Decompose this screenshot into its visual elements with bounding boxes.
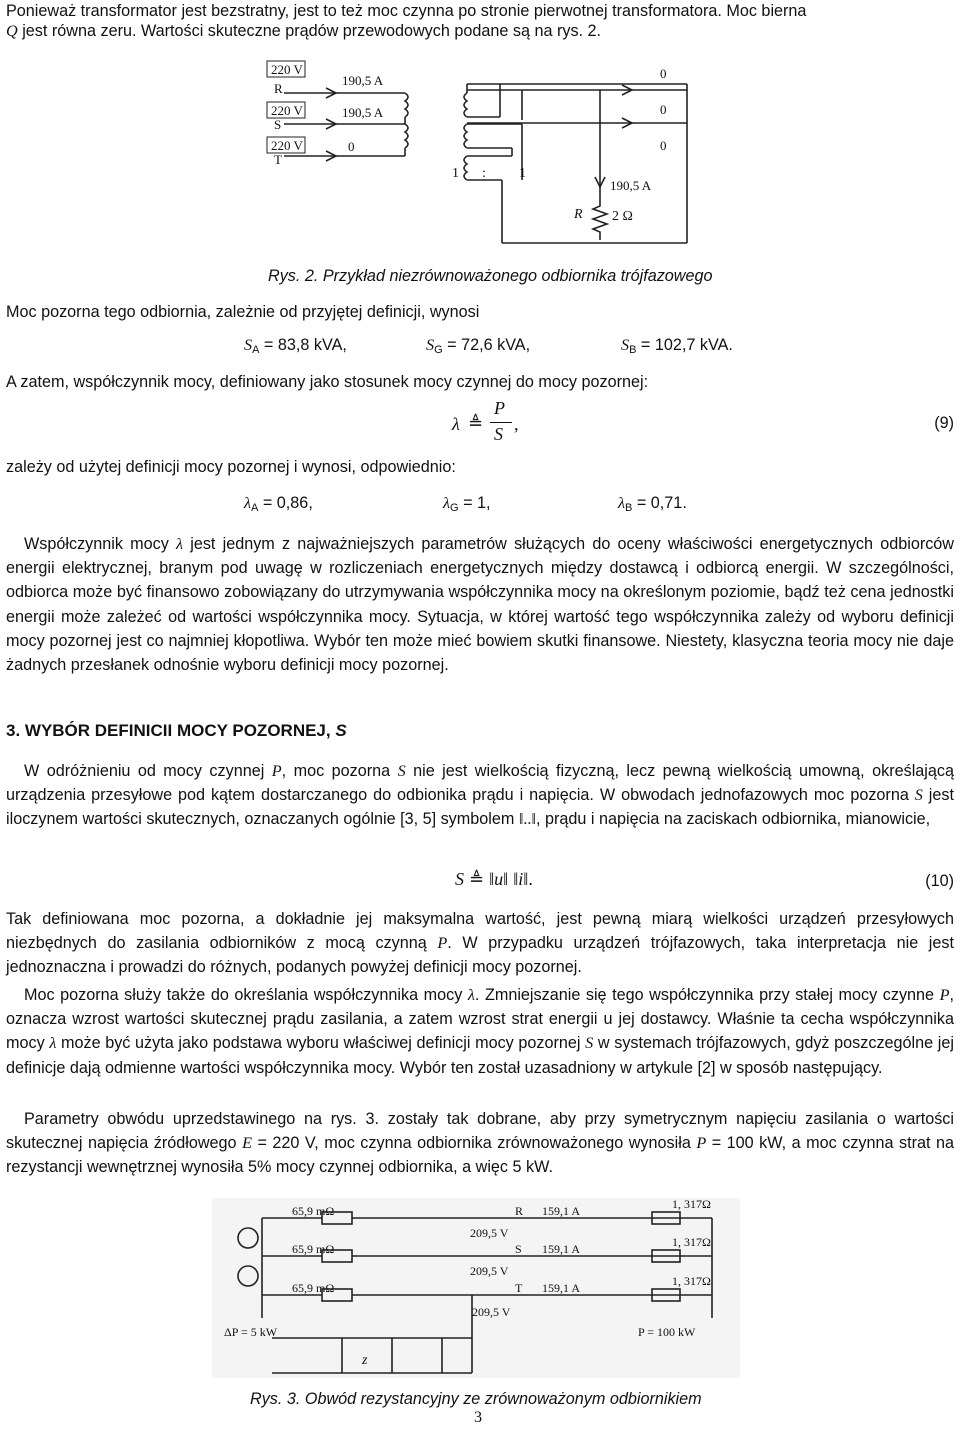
equation-10 xyxy=(455,869,533,890)
eq10-dot: . xyxy=(528,869,533,889)
fig3-lbl-s: S xyxy=(515,1242,522,1256)
p2-p: P xyxy=(271,762,282,780)
fig2-i-r: 190,5 A xyxy=(342,73,384,88)
sg-symbol: S xyxy=(426,336,435,354)
fig3-rsrc-3: 65,9 mΩ xyxy=(292,1281,335,1295)
p1-a: Współczynnik mocy xyxy=(24,535,177,553)
heading3-text: 3. WYBÓR DEFINICII MOCY POZORNEJ, xyxy=(6,721,336,740)
la-symbol: λ xyxy=(244,494,252,512)
fig2-out-2: 0 xyxy=(660,102,667,117)
lb-val: = 0,71. xyxy=(632,494,687,512)
fig2-lbl-t: T xyxy=(274,152,282,167)
eq9-lambda: λ xyxy=(452,414,460,434)
lb-symbol: λ xyxy=(618,494,626,512)
fig2-v-r: 220 V xyxy=(271,62,303,77)
sa-value xyxy=(244,336,347,356)
fig2-i-s: 190,5 A xyxy=(342,105,384,120)
equation-10-number: (10) xyxy=(925,872,954,890)
fig3-rsrc-1: 65,9 mΩ xyxy=(292,1204,335,1218)
sb-sub: B xyxy=(629,344,637,356)
fig3-lbl-r: R xyxy=(515,1204,524,1218)
eq9-denominator: S xyxy=(494,424,503,444)
paragraph-5 xyxy=(6,1107,954,1180)
sg-val: = 72,6 kVA, xyxy=(442,336,531,354)
fig2-load-current: 190,5 A xyxy=(610,178,652,193)
eq10-defeq: ≜ xyxy=(469,869,485,889)
fig3-v3: 209,5 V xyxy=(472,1305,511,1319)
p5-p: P xyxy=(696,1134,707,1153)
section-heading-3 xyxy=(6,720,954,742)
fig2-lbl-r: R xyxy=(274,81,283,96)
p5-b: = 220 V, moc czynna odbiornika zrównoważonego wynosiła xyxy=(251,1134,697,1153)
paragraph-2 xyxy=(6,759,954,832)
p4-c: , oznacza wzrost wartości skutecznej prądu zasilania, a zatem wzrost strat energii u jej dostawcy. Właśnie ta cecha współczynnika mocy xyxy=(6,986,955,1053)
lambda-b-value xyxy=(618,494,687,514)
intro-line-1: Ponieważ transformator jest bezstratny, jest to też moc czynna po stronie pierwotnej transformatora. Moc bierna xyxy=(6,2,807,20)
fig3-rl2: 1, 317Ω xyxy=(672,1235,711,1249)
sa-val: = 83,8 kVA, xyxy=(259,336,347,354)
sb-val: = 102,7 kVA. xyxy=(636,336,733,354)
fig2-ratio-colon: : xyxy=(482,166,486,181)
fig2-load-val: 2 Ω xyxy=(612,209,633,224)
fig2-ratio-a: 1 xyxy=(452,166,459,181)
eq9-defeq: ≜ xyxy=(468,413,484,433)
fig3-i2: 159,1 A xyxy=(542,1242,581,1256)
p5-a: Parametry obwódu uprzedstawinego na rys. 3. zostały tak dobrane, aby przy symetrycznym napięciu zasilania o wartości skutecznej napięcia źródłowego xyxy=(6,1110,954,1153)
p2-b: , moc pozorna xyxy=(281,762,398,780)
fig2-v-t: 220 V xyxy=(271,138,303,153)
lambda-g-value xyxy=(443,494,491,514)
figure-3-circuit xyxy=(212,1198,740,1378)
fig3-rl1: 1, 317Ω xyxy=(672,1198,711,1211)
lg-val: = 1, xyxy=(458,494,491,512)
sb-value xyxy=(621,336,733,356)
equation-9 xyxy=(452,400,532,450)
lb-sub: B xyxy=(625,502,633,514)
eq9-fraction-bar xyxy=(490,422,512,423)
p4-a: Moc pozorna służy także do określania współczynnika mocy xyxy=(24,986,468,1004)
p1-lambda: λ xyxy=(176,535,184,553)
p4-p: P xyxy=(939,986,950,1004)
lg-sub: G xyxy=(450,502,459,514)
page-number: 3 xyxy=(474,1408,483,1426)
p2-s2: S xyxy=(914,786,923,805)
fig2-i-t: 0 xyxy=(348,139,355,154)
eq9-comma: , xyxy=(514,414,519,434)
paragraph-1 xyxy=(6,532,954,677)
eq10-i: ‖i‖ xyxy=(513,869,529,889)
p2-norm-symbol: ‖..‖ xyxy=(518,810,537,829)
p1-b: jest jednym z najważniejszych parametrów służących do oceny właściwości energetycznych odbiorców energii elektrycznej, branym pod uwagę w rozliczeniach energetycznych między dostawcą i odbiorcą energii. W szczególności, odbiorca może być finansowo zobowiązany do utrzymywania współczynnika mocy na określonym poziomie, bądź też cena jednostki energii może zależeć od wartości współczynnika mocy. Sytuacja, w której wartość tego współczynnika zależy od wyboru definicji mocy pozornej jest co najmniej kłopotliwa. Wybór ten może mieć bowiem skutki finansowe. Niestety, klasyczna teoria mocy nie daje żadnych przesłanek odnośnie wyboru definicji mocy pozornej. xyxy=(6,535,954,675)
intro-line-2-text: jest równa zeru. Wartości skuteczne prądów przewodowych podane są na rys. 2. xyxy=(17,22,602,40)
p4-d: może być użyta jako podstawa wyboru właściwej definicji mocy pozornej xyxy=(56,1034,586,1053)
fig3-p-load: P = 100 kW xyxy=(638,1325,696,1339)
fig2-ratio-b: 1 xyxy=(519,166,526,181)
la-val: = 0,86, xyxy=(258,494,313,512)
p3-p: P xyxy=(437,934,448,953)
sb-symbol: S xyxy=(621,336,630,354)
sg-sub: G xyxy=(434,344,443,356)
figure-2-caption: Rys. 2. Przykład niezrównoważonego odbiornika trójfazowego xyxy=(268,267,713,285)
p4-lambda: λ xyxy=(467,986,475,1004)
figure-3-caption: Rys. 3. Obwód rezystancyjny ze zrównoważonym odbiornikiem xyxy=(250,1390,702,1408)
p3-a: Tak definiowana moc pozorna, a dokładnie jej maksymalna wartość, jest pewną miarą wielkości urządzeń przesyłowych niezbędnych do zasilania odbiorników z mocą czynną xyxy=(6,910,954,953)
p2-d: jest iloczynem wartości skutecznych, oznaczanych ogólnie [3, 5] symbolem xyxy=(6,786,954,829)
p4-b: . Zmniejszanie się tego współczynnika przy stałej mocy czynne xyxy=(474,986,940,1004)
p2-a: W odróżnieniu od mocy czynnej xyxy=(24,762,272,780)
paragraph-3 xyxy=(6,907,954,980)
text-a-zatem: A zatem, współczynnik mocy, definiowany jako stosunek mocy czynnej do mocy pozornej: xyxy=(6,373,649,391)
fig3-i3: 159,1 A xyxy=(542,1281,581,1295)
heading3-s: S xyxy=(335,721,347,740)
fig2-lbl-s: S xyxy=(274,117,282,132)
lg-symbol: λ xyxy=(443,494,451,512)
fig2-out-3: 0 xyxy=(660,138,667,153)
p5-c: = 100 kW, a moc czynna strat na rezystancji wewnętrznej wynosiła 5% mocy czynnej odbiornika, a więc 5 kW. xyxy=(6,1134,954,1177)
fig3-v1: 209,5 V xyxy=(470,1226,509,1240)
fig3-v2: 209,5 V xyxy=(470,1264,509,1278)
eq9-numerator: P xyxy=(494,398,505,418)
sa-symbol: S xyxy=(244,336,253,354)
q-symbol: Q xyxy=(6,22,18,40)
p3-b: . W przypadku urządzeń trójfazowych, taka interpretacja nie jest jednoznaczna i prowadzi do różnych, podanych powyżej definicji mocy pozornej. xyxy=(6,934,954,977)
equation-9-number: (9) xyxy=(934,414,954,432)
text-zalezy: zależy od użytej definicji mocy pozornej i wynosi, odpowiednio: xyxy=(6,458,456,476)
fig2-out-1: 0 xyxy=(660,66,667,81)
p5-e: E xyxy=(242,1134,252,1153)
paragraph-4 xyxy=(6,983,954,1080)
p2-s: S xyxy=(397,762,406,780)
sa-sub: A xyxy=(252,344,260,356)
lambda-a-value xyxy=(244,494,313,514)
text-moc-pozorna: Moc pozorna tego odbiornia, zależnie od przyjętej definicji, wynosi xyxy=(6,303,480,321)
fig3-delta-p: ΔP = 5 kW xyxy=(224,1325,278,1339)
fig3-rsrc-2: 65,9 mΩ xyxy=(292,1242,335,1256)
p4-s: S xyxy=(585,1034,594,1053)
fig3-lbl-t: T xyxy=(515,1281,523,1295)
la-sub: A xyxy=(251,502,259,514)
figure-2-circuit xyxy=(262,60,702,260)
eq10-s: S xyxy=(455,869,464,889)
eq10-u: ‖u‖ xyxy=(489,869,509,889)
fig3-rl3: 1, 317Ω xyxy=(672,1274,711,1288)
fig3-z: z xyxy=(362,1353,368,1368)
p4-e: w systemach trójfazowych, gdyż poszczególne jej definicje dają odmienne wartości współczynnika mocy. Wybór ten został uzasadniony w artykule [2] w sposób następujący. xyxy=(6,1034,954,1077)
p2-e: , prądu i napięcia na zaciskach odbiornika, mianowicie, xyxy=(536,810,931,829)
fig3-i1: 159,1 A xyxy=(542,1204,581,1218)
fig2-load-r: R xyxy=(574,207,583,222)
p2-c: nie jest wielkością fizyczną, lecz pewną wielkością umowną, określającą urządzenia przesyłowe pod kątem dostarczanego do odbionika prądu i napięcia. W obwodach jednofazowych moc pozorna xyxy=(6,762,954,805)
fig2-v-s: 220 V xyxy=(271,103,303,118)
intro-line-2 xyxy=(6,20,954,42)
p4-lambda2: λ xyxy=(49,1034,57,1053)
sg-value xyxy=(426,336,530,356)
